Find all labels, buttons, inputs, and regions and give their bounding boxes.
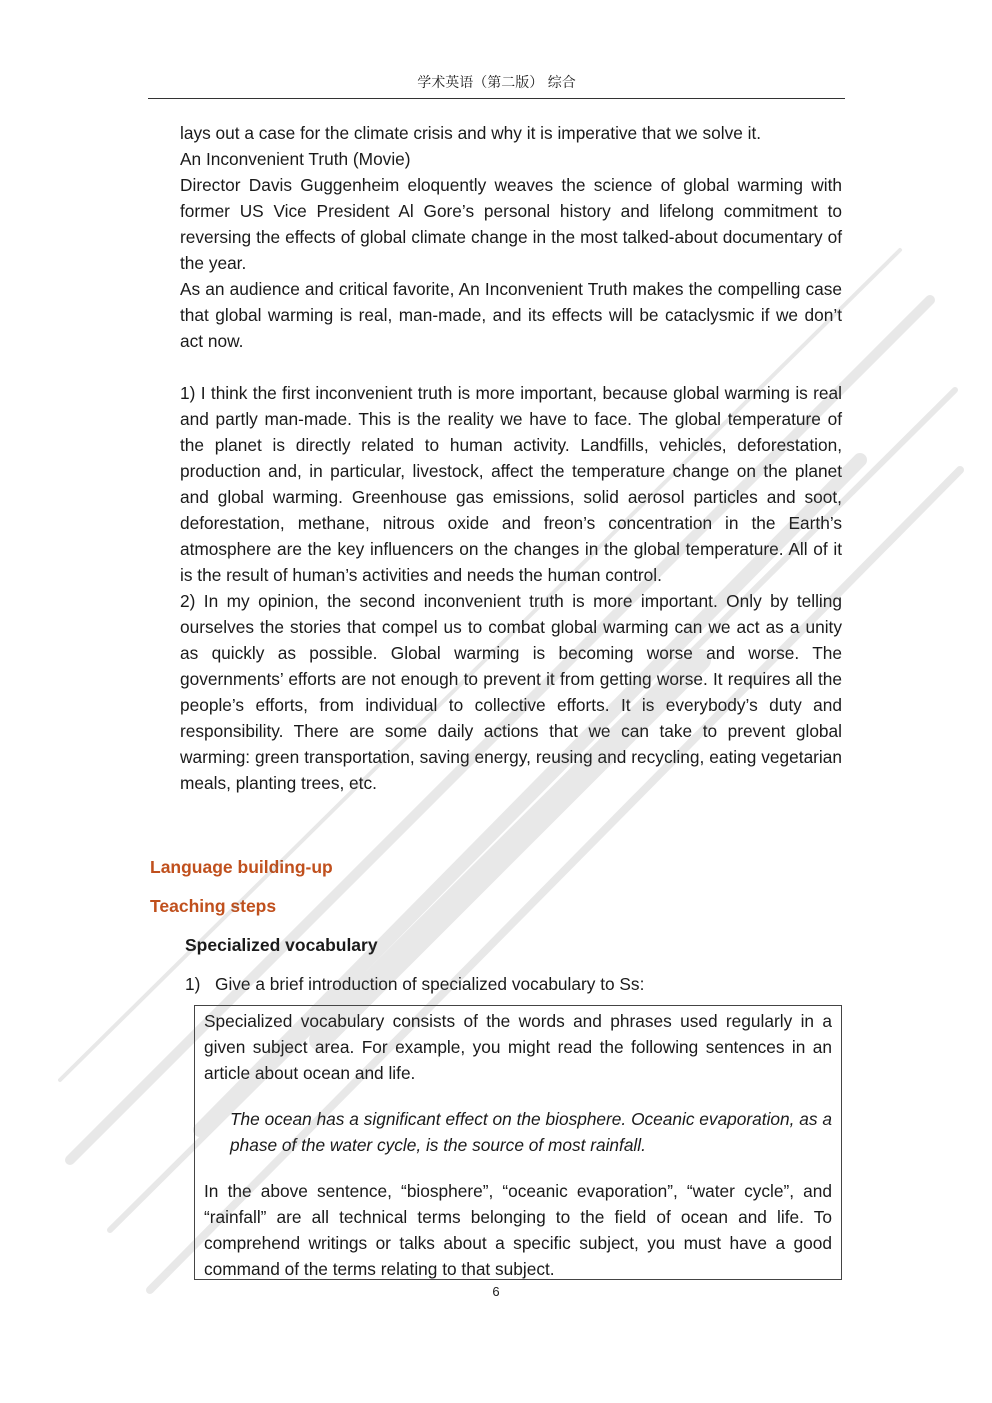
step-number: 1) bbox=[185, 974, 201, 994]
running-header bbox=[148, 72, 845, 99]
page-number: 6 bbox=[492, 1284, 500, 1299]
teaching-steps-heading: Teaching steps bbox=[150, 896, 277, 916]
intro-line-1: lays out a case for the climate crisis and why it is imperative that we solve it. bbox=[180, 123, 762, 143]
header-title: 学术英语（第二版） 综合 bbox=[417, 75, 576, 91]
box-paragraph-1: Specialized vocabulary consists of the words and phrases used regularly in a given subject area. For example, you might read the following sentences in an article about ocean and life. bbox=[204, 1011, 832, 1083]
answers-block bbox=[180, 380, 842, 796]
answer-2: 2) In my opinion, the second inconvenient truth is more important. Only by telling ourselves the stories that compel us to combat global warming can we act as a unity as quickly as possible. Global warming is becoming worse and worse. The governments’ efforts are not enough to prevent it from getting worse. It requires all the people’s efforts, from individual to collective efforts. It is everybody’s duty and responsibility. There are some daily actions that we can take to prevent global warming: green transportation, saving energy, reusing and recycling, eating vegetarian meals, planting trees, etc. bbox=[180, 591, 842, 793]
intro-block bbox=[180, 120, 842, 354]
box-paragraph-2: In the above sentence, “biosphere”, “oceanic evaporation”, “water cycle”, and “rainfall” are all technical terms belonging to the field of ocean and life. To comprehend writings or talks about a specific subject, you must have a good command of the terms relating to that subject. bbox=[204, 1181, 832, 1279]
movie-title-line: An Inconvenient Truth (Movie) bbox=[180, 149, 411, 169]
intro-paragraph-1: Director Davis Guggenheim eloquently weaves the science of global warming with former US Vice President Al Gore’s personal history and lifelong commitment to reversing the effects of global climate change in the most talked-about documentary of the year. bbox=[180, 175, 842, 273]
specialized-vocabulary-heading: Specialized vocabulary bbox=[185, 935, 378, 955]
intro-paragraph-2: As an audience and critical favorite, An Inconvenient Truth makes the compelling case that global warming is real, man-made, and its effects will be cataclysmic if we don’t act now. bbox=[180, 279, 842, 351]
answer-1: 1) I think the first inconvenient truth is more important, because global warming is real and partly man-made. This is the reality we have to face. The global temperature of the planet is directly related to human activity. Landfills, vehicles, deforestation, production and, in particular, livestock, affect the temperature change on the planet and global warming. Greenhouse gas emissions, solid aerosol particles and soot, deforestation, methane, nitrous oxide and freon’s concentration in the Earth’s atmosphere are the key influencers on the changes in the global temperature. All of it is the result of human’s activities and needs the human control. bbox=[180, 383, 842, 585]
definition-box bbox=[194, 1005, 842, 1280]
example-sentence: The ocean has a significant effect on the biosphere. Oceanic evaporation, as a phase of the water cycle, is the source of most rainfall. bbox=[230, 1109, 832, 1155]
step-item-1 bbox=[185, 973, 644, 995]
step-text: Give a brief introduction of specialized vocabulary to Ss: bbox=[215, 974, 645, 994]
language-building-heading: Language building-up bbox=[150, 857, 333, 877]
